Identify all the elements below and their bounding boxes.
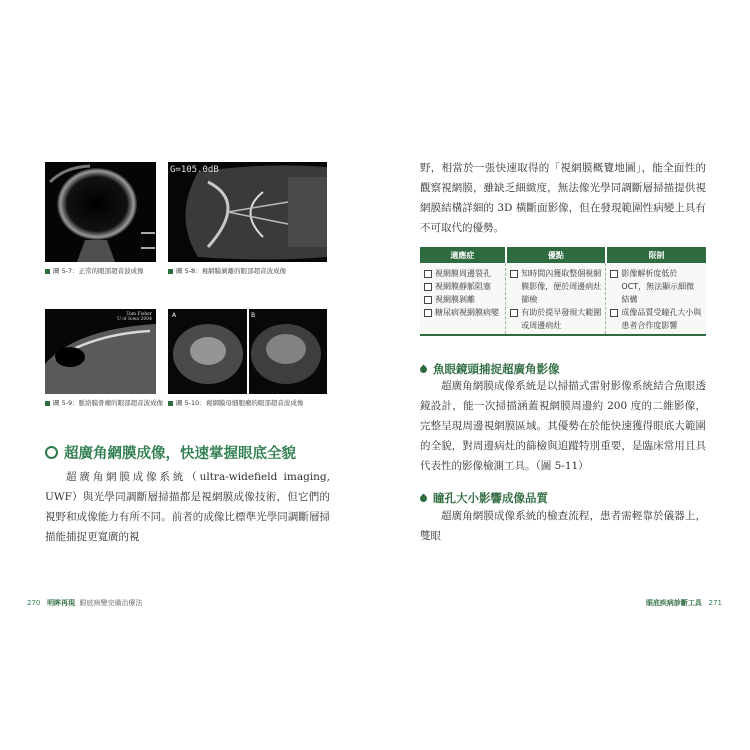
section-ring-icon bbox=[45, 446, 58, 459]
caption-marker-icon bbox=[168, 401, 173, 406]
figure-5-10-image bbox=[168, 309, 327, 394]
subhead-pupil: 瞳孔大小影響成像品質 bbox=[420, 490, 548, 506]
list-item: 知時間內獲取整個視網膜影像，便於周邊病灶篩檢 bbox=[510, 267, 601, 306]
figure-5-8-image bbox=[168, 162, 327, 262]
figure-5-10-label-a: A bbox=[172, 312, 177, 319]
caption-marker-icon bbox=[168, 269, 173, 274]
list-item: 糖尿病視網膜病變 bbox=[424, 306, 501, 319]
list-item: 視網膜剝離 bbox=[424, 293, 501, 306]
list-item: 視網膜周邊裂孔 bbox=[424, 267, 501, 280]
right-page-number: 271 bbox=[708, 599, 722, 607]
figure-5-10-label-b: B bbox=[251, 312, 256, 319]
table-header-indication: 適應症 bbox=[420, 247, 506, 263]
table-cell-limitations bbox=[606, 263, 706, 335]
subhead-fisheye: 魚眼鏡頭捕捉超廣角影像 bbox=[420, 361, 560, 377]
section-title: 超廣角網膜成像，快速掌握眼底全貌 bbox=[45, 442, 296, 463]
list-item: 成像品質受瞳孔大小與患者合作度影響 bbox=[610, 306, 702, 332]
left-paragraph: 超廣角網膜成像系統（ultra-widefield imaging, UWF）與光學同調斷層掃描都是視網膜成像技術，但它們的視野和成像能力有所不同。前者的成像比標準光學同調斷層掃描能捕捉更寬廣的視 bbox=[45, 471, 330, 543]
table-header-limitations: 限制 bbox=[606, 247, 706, 263]
list-item: 影像解析度低於 OCT，無法顯示細微結構 bbox=[610, 267, 702, 306]
right-intro-paragraph: 野，相當於一張快速取得的「視網膜概覽地圖」，能全面性的觀察視網膜，雖缺乏細緻度，無法像光學同調斷層掃描提供視網膜結構詳細的 3D 橫斷面影像，但在發現範圍性病變上具有不可取代的優勢。 bbox=[420, 162, 706, 234]
right-paragraph-1: 超廣角網膜成像系統是以掃描式雷射影像系統結合魚眼透鏡設計，能一次掃描涵蓋視網膜周邊約 200 度的二維影像，完整呈現周邊視網膜區域。其優勢在於能快速獲得眼底大範圍的全貌，對周邊病灶的篩檢與追蹤特別重要，是臨床常用且具代表性的影像檢測工具。（圖 5-11） bbox=[420, 380, 706, 472]
book-title: 明眸再現 bbox=[47, 599, 76, 607]
figure-5-9-image bbox=[45, 309, 156, 394]
caption-marker-icon bbox=[45, 269, 50, 274]
comparison-table bbox=[420, 247, 706, 336]
left-footer bbox=[27, 598, 143, 608]
list-item: 有助於提早發現大範圍或周邊病灶 bbox=[510, 306, 601, 332]
leaf-bullet-icon bbox=[419, 365, 429, 375]
leaf-bullet-icon bbox=[419, 494, 429, 504]
chapter-title: 眼底疾病診斷工具 bbox=[645, 599, 702, 607]
figure-5-8-overlay: G=105.0dB bbox=[170, 165, 219, 175]
figure-5-7-image bbox=[45, 162, 156, 262]
figure-5-8-caption: 圖 5-8：視網膜剝離的眼部超音波成像 bbox=[168, 266, 286, 275]
table-cell-indications bbox=[420, 263, 506, 335]
right-paragraph-2: 超廣角網膜成像系統的檢查流程，患者需輕靠於儀器上，雙眼 bbox=[420, 510, 706, 542]
figure-5-10-caption: 圖 5-10：視網膜母細胞瘤的眼部超音波成像 bbox=[168, 398, 303, 407]
caption-marker-icon bbox=[45, 401, 50, 406]
left-page-number: 270 bbox=[27, 599, 41, 607]
table-cell-advantages bbox=[506, 263, 606, 335]
book-subtitle: 眼底病變完備治療法 bbox=[79, 599, 143, 607]
figure-5-9-caption: 圖 5-9：脈絡膜骨瘤的眼部超音波成像 bbox=[45, 398, 163, 407]
figure-5-9-overlay: Tom Fisher U of Iowa 2004 bbox=[117, 312, 152, 322]
figure-5-7-caption: 圖 5-7：正常的眼部超音波成像 bbox=[45, 266, 144, 275]
list-item: 視網膜靜脈阻塞 bbox=[424, 280, 501, 293]
table-header-advantages: 優點 bbox=[506, 247, 606, 263]
right-footer bbox=[646, 598, 722, 608]
